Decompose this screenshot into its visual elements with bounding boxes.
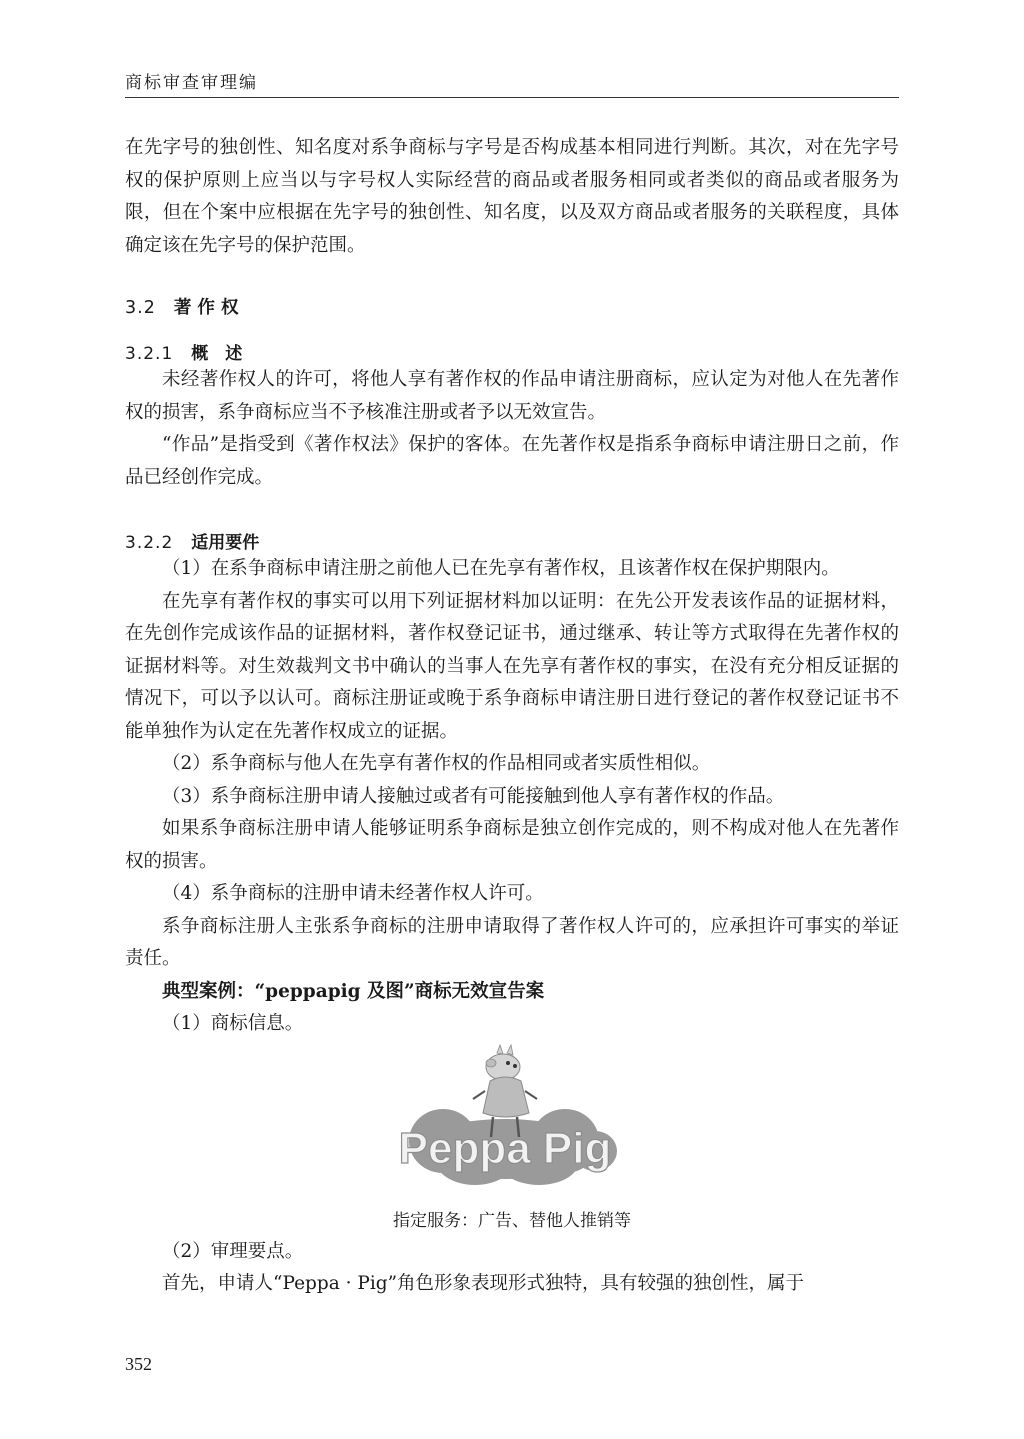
section-heading-3-2-1 (125, 339, 899, 364)
section-heading-3-2 (125, 294, 899, 319)
page-body (125, 132, 899, 1301)
section-number: 3.2.2 (125, 533, 174, 553)
paragraph: （2）系争商标与他人在先享有著作权的作品相同或者实质性相似。 (162, 753, 711, 774)
section-number: 3.2.1 (125, 344, 174, 364)
paragraph: 如果系争商标注册申请人能够证明系争商标是独立创作完成的，则不构成对他人在先著作权的损害。 (125, 818, 899, 872)
logo-lettering: Peppa Pig (398, 1123, 612, 1173)
paragraph: 系争商标注册人主张系争商标的注册申请取得了著作权人许可的，应承担许可事实的举证责任。 (125, 915, 899, 969)
section-number: 3.2 (125, 298, 156, 318)
intro-paragraph: 在先字号的独创性、知名度对系争商标与字号是否构成基本相同进行判断。其次，对在先字号权的保护原则上应当以与字号权人实际经营的商品或者服务相同或者类似的商品或者服务为限，但在个案中应根据在先字号的独创性、知名度，以及双方商品或者服务的关联程度，具体确定该在先字号的保护范围。 (125, 137, 899, 256)
section-title: 著 作 权 (173, 298, 239, 318)
header-rule (125, 97, 899, 98)
trademark-figure (125, 1041, 899, 1206)
running-header: 商标审查审理编 (125, 73, 258, 93)
figure-caption: 指定服务：广告、替他人推销等 (393, 1210, 631, 1231)
paragraph: （4）系争商标的注册申请未经著作权人许可。 (162, 883, 544, 904)
case-item: （2）审理要点。 (162, 1240, 304, 1262)
paragraph: 未经著作权人的许可，将他人享有著作权的作品申请注册商标，应认定为对他人在先著作权的损害，系争商标应当不予核准注册或者予以无效宣告。 (125, 369, 899, 423)
page-number: 352 (125, 1354, 152, 1374)
section-title: 概 述 (191, 344, 243, 364)
case-item: （1）商标信息。 (162, 1013, 304, 1034)
paragraph: 首先，申请人“Peppa · Pig”角色形象表现形式独特，具有较强的独创性，属于 (162, 1273, 805, 1294)
paragraph: “作品”是指受到《著作权法》保护的客体。在先著作权是指系争商标申请注册日之前，作品已经创作完成。 (125, 434, 899, 488)
case-title: 典型案例：“peppapig 及图”商标无效宣告案 (162, 980, 545, 1002)
paragraph: （3）系争商标注册申请人接触过或者有可能接触到他人享有著作权的作品。 (162, 785, 785, 807)
section-heading-3-2-2 (125, 528, 899, 553)
paragraph: （1）在系争商标申请注册之前他人已在先享有著作权，且该著作权在保护期限内。 (162, 558, 840, 579)
peppa-pig-logo (125, 1041, 899, 1206)
section-title: 适用要件 (191, 533, 260, 553)
paragraph: 在先享有著作权的事实可以用下列证据材料加以证明：在先公开发表该作品的证据材料，在先创作完成该作品的证据材料，著作权登记证书，通过继承、转让等方式取得在先著作权的证据材料等。对生效裁判文书中确认的当事人在先享有著作权的事实，在没有充分相反证据的情况下，可以予以认可。商标注册证或晚于系争商标申请注册日进行登记的著作权登记证书不能单独作为认定在先著作权成立的证据。 (125, 590, 899, 742)
